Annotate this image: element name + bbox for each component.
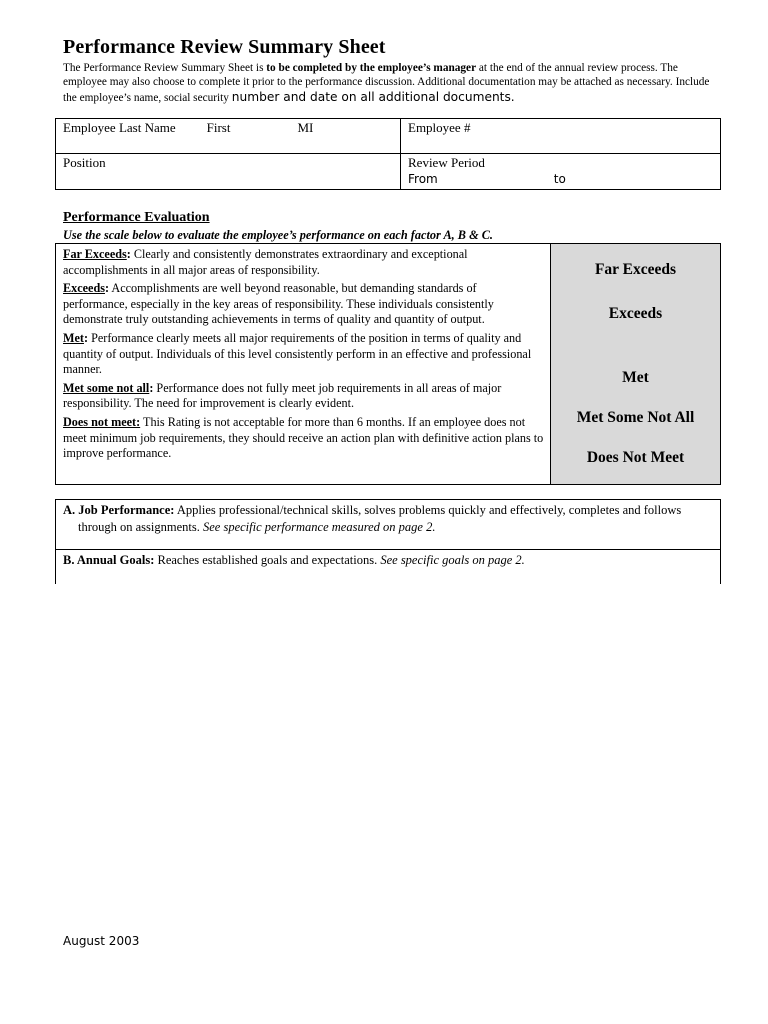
intro-text-2: at the end of the annual review process. The employee may also choose to complete it prior to the performance discussion. Additional documentation may be attached as necessary. Include the employee’s name, social security (63, 62, 710, 104)
factors-table (55, 499, 721, 584)
footer-date: August 2003 (63, 934, 140, 948)
last-name-label: Employee Last Name (63, 120, 176, 135)
definition-term: Does not meet: (63, 414, 141, 429)
intro-paragraph (63, 61, 713, 105)
definition-text: Performance clearly meets all major requirements of the position in terms of quality and quantity of output. Individuals of this level consistently perform in an effective and professional manner. (63, 330, 532, 377)
definition-met: Met: Performance clearly meets all major requirements of the position in terms of quality and quantity of output. Individuals of this level consistently perform in an effective and professional manner. (63, 330, 532, 377)
intro-bold: to be completed by the employee’s manager (266, 62, 477, 74)
rating-far-exceeds: Far Exceeds (594, 261, 677, 278)
rating-met-some-not-all: Met Some Not All (576, 409, 695, 426)
position-cell[interactable] (56, 153, 401, 189)
factor-job-performance[interactable] (56, 500, 721, 550)
factor-annual-goals[interactable] (56, 550, 721, 584)
factor-note: See specific performance measured on page 2. (203, 519, 436, 534)
mi-label: MI (297, 120, 314, 135)
position-label: Position (63, 154, 106, 170)
definition-term: Met (63, 330, 84, 345)
factor-label: A. Job Performance: (63, 503, 175, 517)
factor-label: B. Annual Goals: (63, 553, 155, 567)
ratings-column (551, 244, 721, 485)
definition-text: Performance does not fully meet job requirements in all areas of major responsibility. The need for improvement is clearly evident. (63, 380, 502, 411)
review-period-label: Review Period (408, 154, 485, 170)
name-cell[interactable] (56, 119, 401, 154)
employee-number-cell[interactable] (401, 119, 721, 154)
rating-met: Met (622, 369, 649, 386)
rating-scale-table (55, 243, 721, 485)
rating-exceeds: Exceeds (608, 305, 663, 322)
definition-term: Met some not all (63, 380, 150, 395)
review-period-cell[interactable] (401, 153, 721, 189)
definition-met-some-not-all: Met some not all: Performance does not fully meet job requirements in all areas of major responsibility. The need for improvement is clearly evident. (63, 380, 502, 411)
definition-term: Exceeds (63, 281, 105, 296)
definitions-cell (56, 244, 551, 485)
definition-far-exceeds: Far Exceeds: Clearly and consistently demonstrates extraordinary and exceptional accomplishments in all major areas of responsibility. (63, 247, 468, 277)
intro-text-1: The Performance Review Summary Sheet is (63, 62, 267, 74)
factor-text: Reaches established goals and expectations. (154, 553, 381, 567)
definition-does-not-meet (63, 415, 544, 462)
page-title: Performance Review Summary Sheet (63, 36, 386, 58)
rating-does-not-meet: Does Not Meet (586, 449, 685, 466)
definition-text: Clearly and consistently demonstrates extraordinary and exceptional accomplishments in all major areas of responsibility. (63, 247, 468, 277)
first-name-label: First (206, 120, 231, 135)
intro-text-3: number and date on all additional documents. (231, 89, 515, 104)
definition-text: Accomplishments are well beyond reasonable, but demanding standards of performance, especially in the key areas of responsibility. These individuals consistently demonstrate truly outstanding achievements in terms of quality and quantity of output. (63, 281, 494, 327)
employee-info-table (55, 118, 721, 190)
definition-text: This Rating is not acceptable for more than 6 months. If an employee does not meet minimum job requirements, they should receive an action plan with definitive action plans to improve performance. (63, 414, 544, 461)
evaluation-instruction: Use the scale below to evaluate the employee’s performance on each factor A, B & C. (63, 228, 493, 242)
to-label: to (553, 171, 566, 186)
evaluation-heading: Performance Evaluation (63, 210, 210, 225)
definition-term: Far Exceeds (63, 247, 127, 261)
factor-note: See specific goals on page 2. (380, 553, 525, 567)
employee-number-label: Employee # (408, 120, 471, 135)
factor-text: Applies professional/technical skills, solves problems quickly and effectively, completes and follows through on assignments. (78, 503, 682, 534)
from-label: From (408, 171, 438, 186)
definition-exceeds: Exceeds: Accomplishments are well beyond reasonable, but demanding standards of performance, especially in the key areas of responsibility. These individuals consistently demonstrate truly outstanding achievements in terms of quality and quantity of output. (63, 281, 494, 327)
